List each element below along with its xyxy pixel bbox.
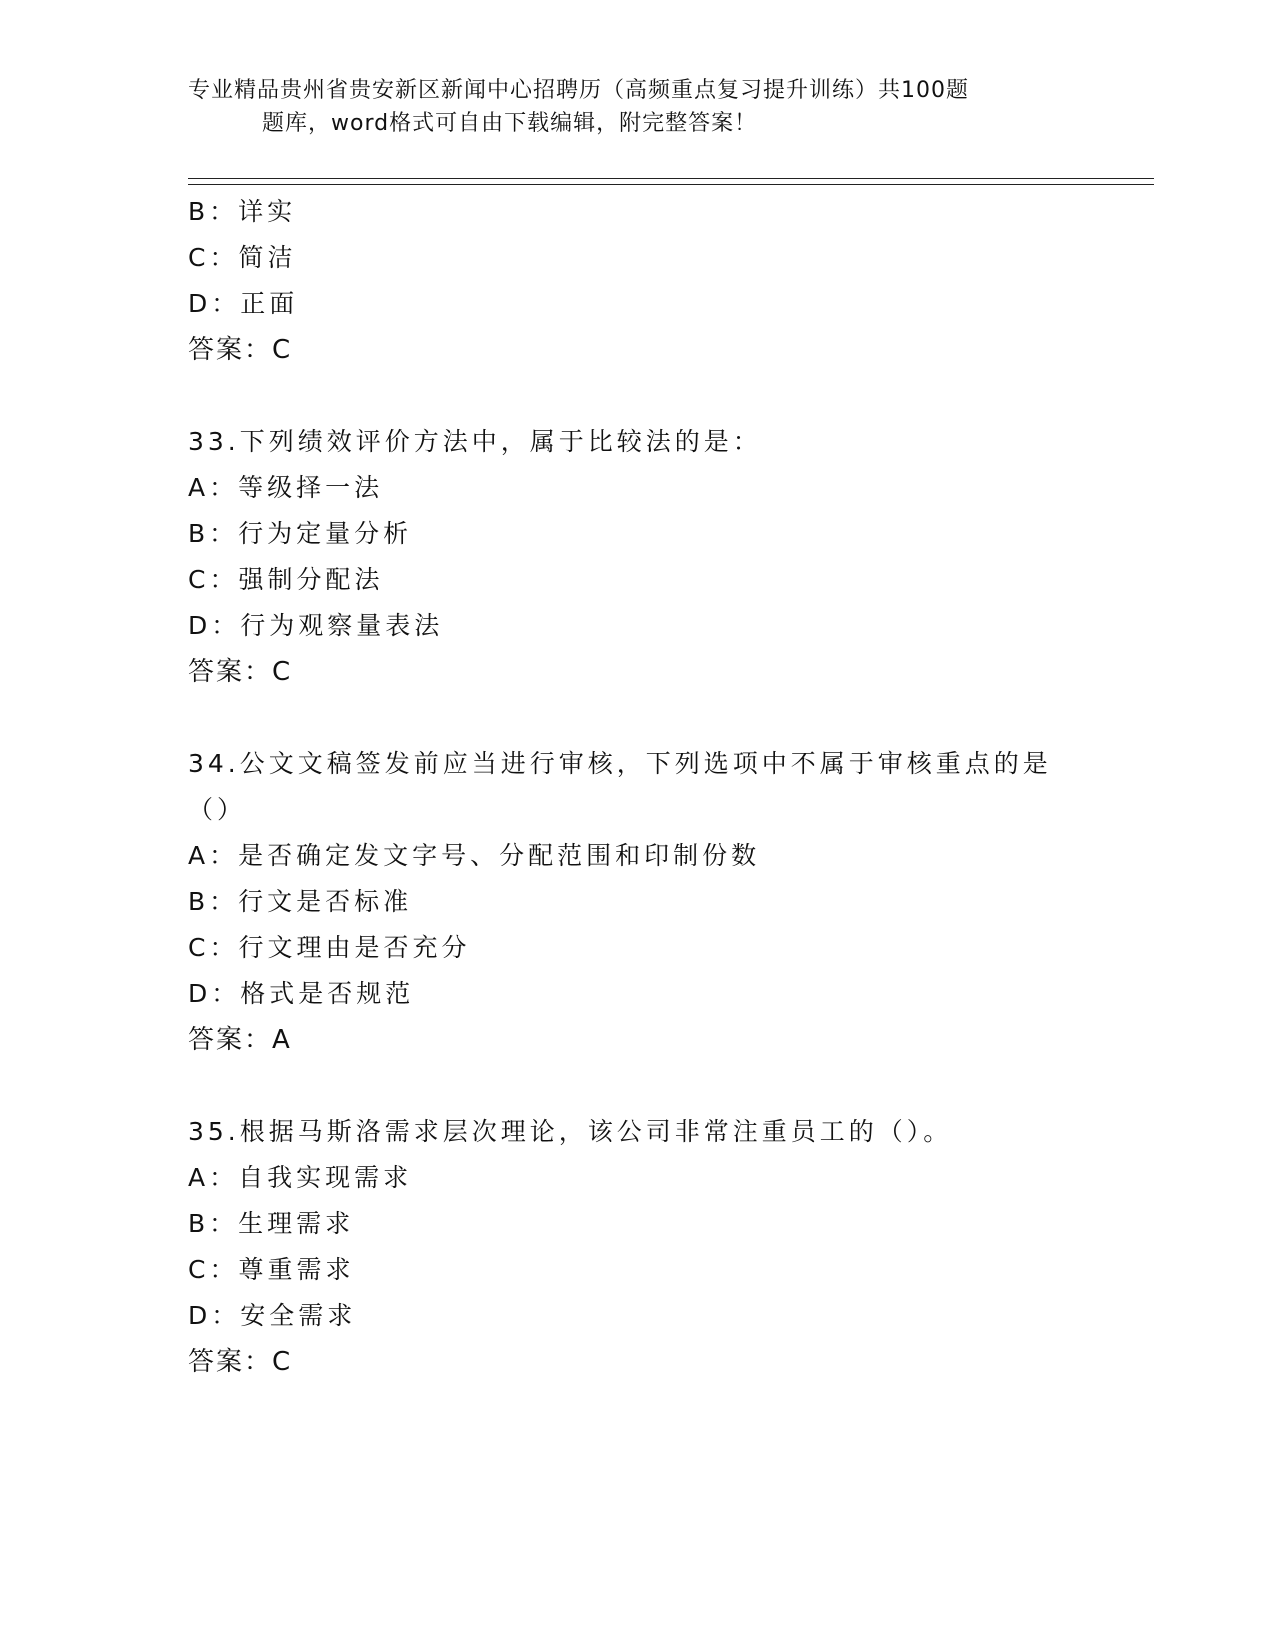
question-33 xyxy=(188,419,1088,695)
option-b: B：生理需求 xyxy=(188,1209,355,1238)
option-d: D：正面 xyxy=(188,289,299,318)
question-text: 35.根据马斯洛需求层次理论，该公司非常注重员工的（）。 xyxy=(188,1117,953,1146)
answer-line: 答案：C xyxy=(188,657,293,687)
option-a: A：等级择一法 xyxy=(188,473,384,502)
answer-line: 答案：C xyxy=(188,1347,293,1377)
question-35 xyxy=(188,1109,1088,1385)
option-c: C：强制分配法 xyxy=(188,565,384,594)
spacer xyxy=(188,1063,1088,1109)
option-b: B：行为定量分析 xyxy=(188,519,413,548)
option-a: A：是否确定发文字号、分配范围和印制份数 xyxy=(188,841,761,870)
document-header xyxy=(188,74,1048,140)
header-divider-top xyxy=(188,178,1154,179)
spacer xyxy=(188,695,1088,741)
option-d: D：格式是否规范 xyxy=(188,979,415,1008)
option-b: B：详实 xyxy=(188,197,297,226)
question-text: 34.公文文稿签发前应当进行审核，下列选项中不属于审核重点的是（） xyxy=(188,749,1052,824)
option-c: C：简洁 xyxy=(188,243,297,272)
answer-line: 答案：A xyxy=(188,1025,292,1055)
option-a: A：自我实现需求 xyxy=(188,1163,413,1192)
question-34 xyxy=(188,741,1088,1063)
spacer xyxy=(188,373,1088,419)
header-title-line-2: 题库，word格式可自由下载编辑，附完整答案！ xyxy=(262,111,758,136)
header-title-line-1: 专业精品贵州省贵安新区新闻中心招聘历（高频重点复习提升训练）共100题 xyxy=(188,78,969,103)
previous-question-continuation xyxy=(188,189,1088,373)
option-b: B：行文是否标准 xyxy=(188,887,413,916)
question-list xyxy=(188,189,1088,1385)
option-c: C：尊重需求 xyxy=(188,1255,355,1284)
option-d: D：行为观察量表法 xyxy=(188,611,444,640)
option-d: D：安全需求 xyxy=(188,1301,357,1330)
header-divider-bottom xyxy=(188,184,1154,185)
option-c: C：行文理由是否充分 xyxy=(188,933,471,962)
question-text: 33.下列绩效评价方法中，属于比较法的是： xyxy=(188,427,762,456)
answer-line: 答案：C xyxy=(188,335,293,365)
